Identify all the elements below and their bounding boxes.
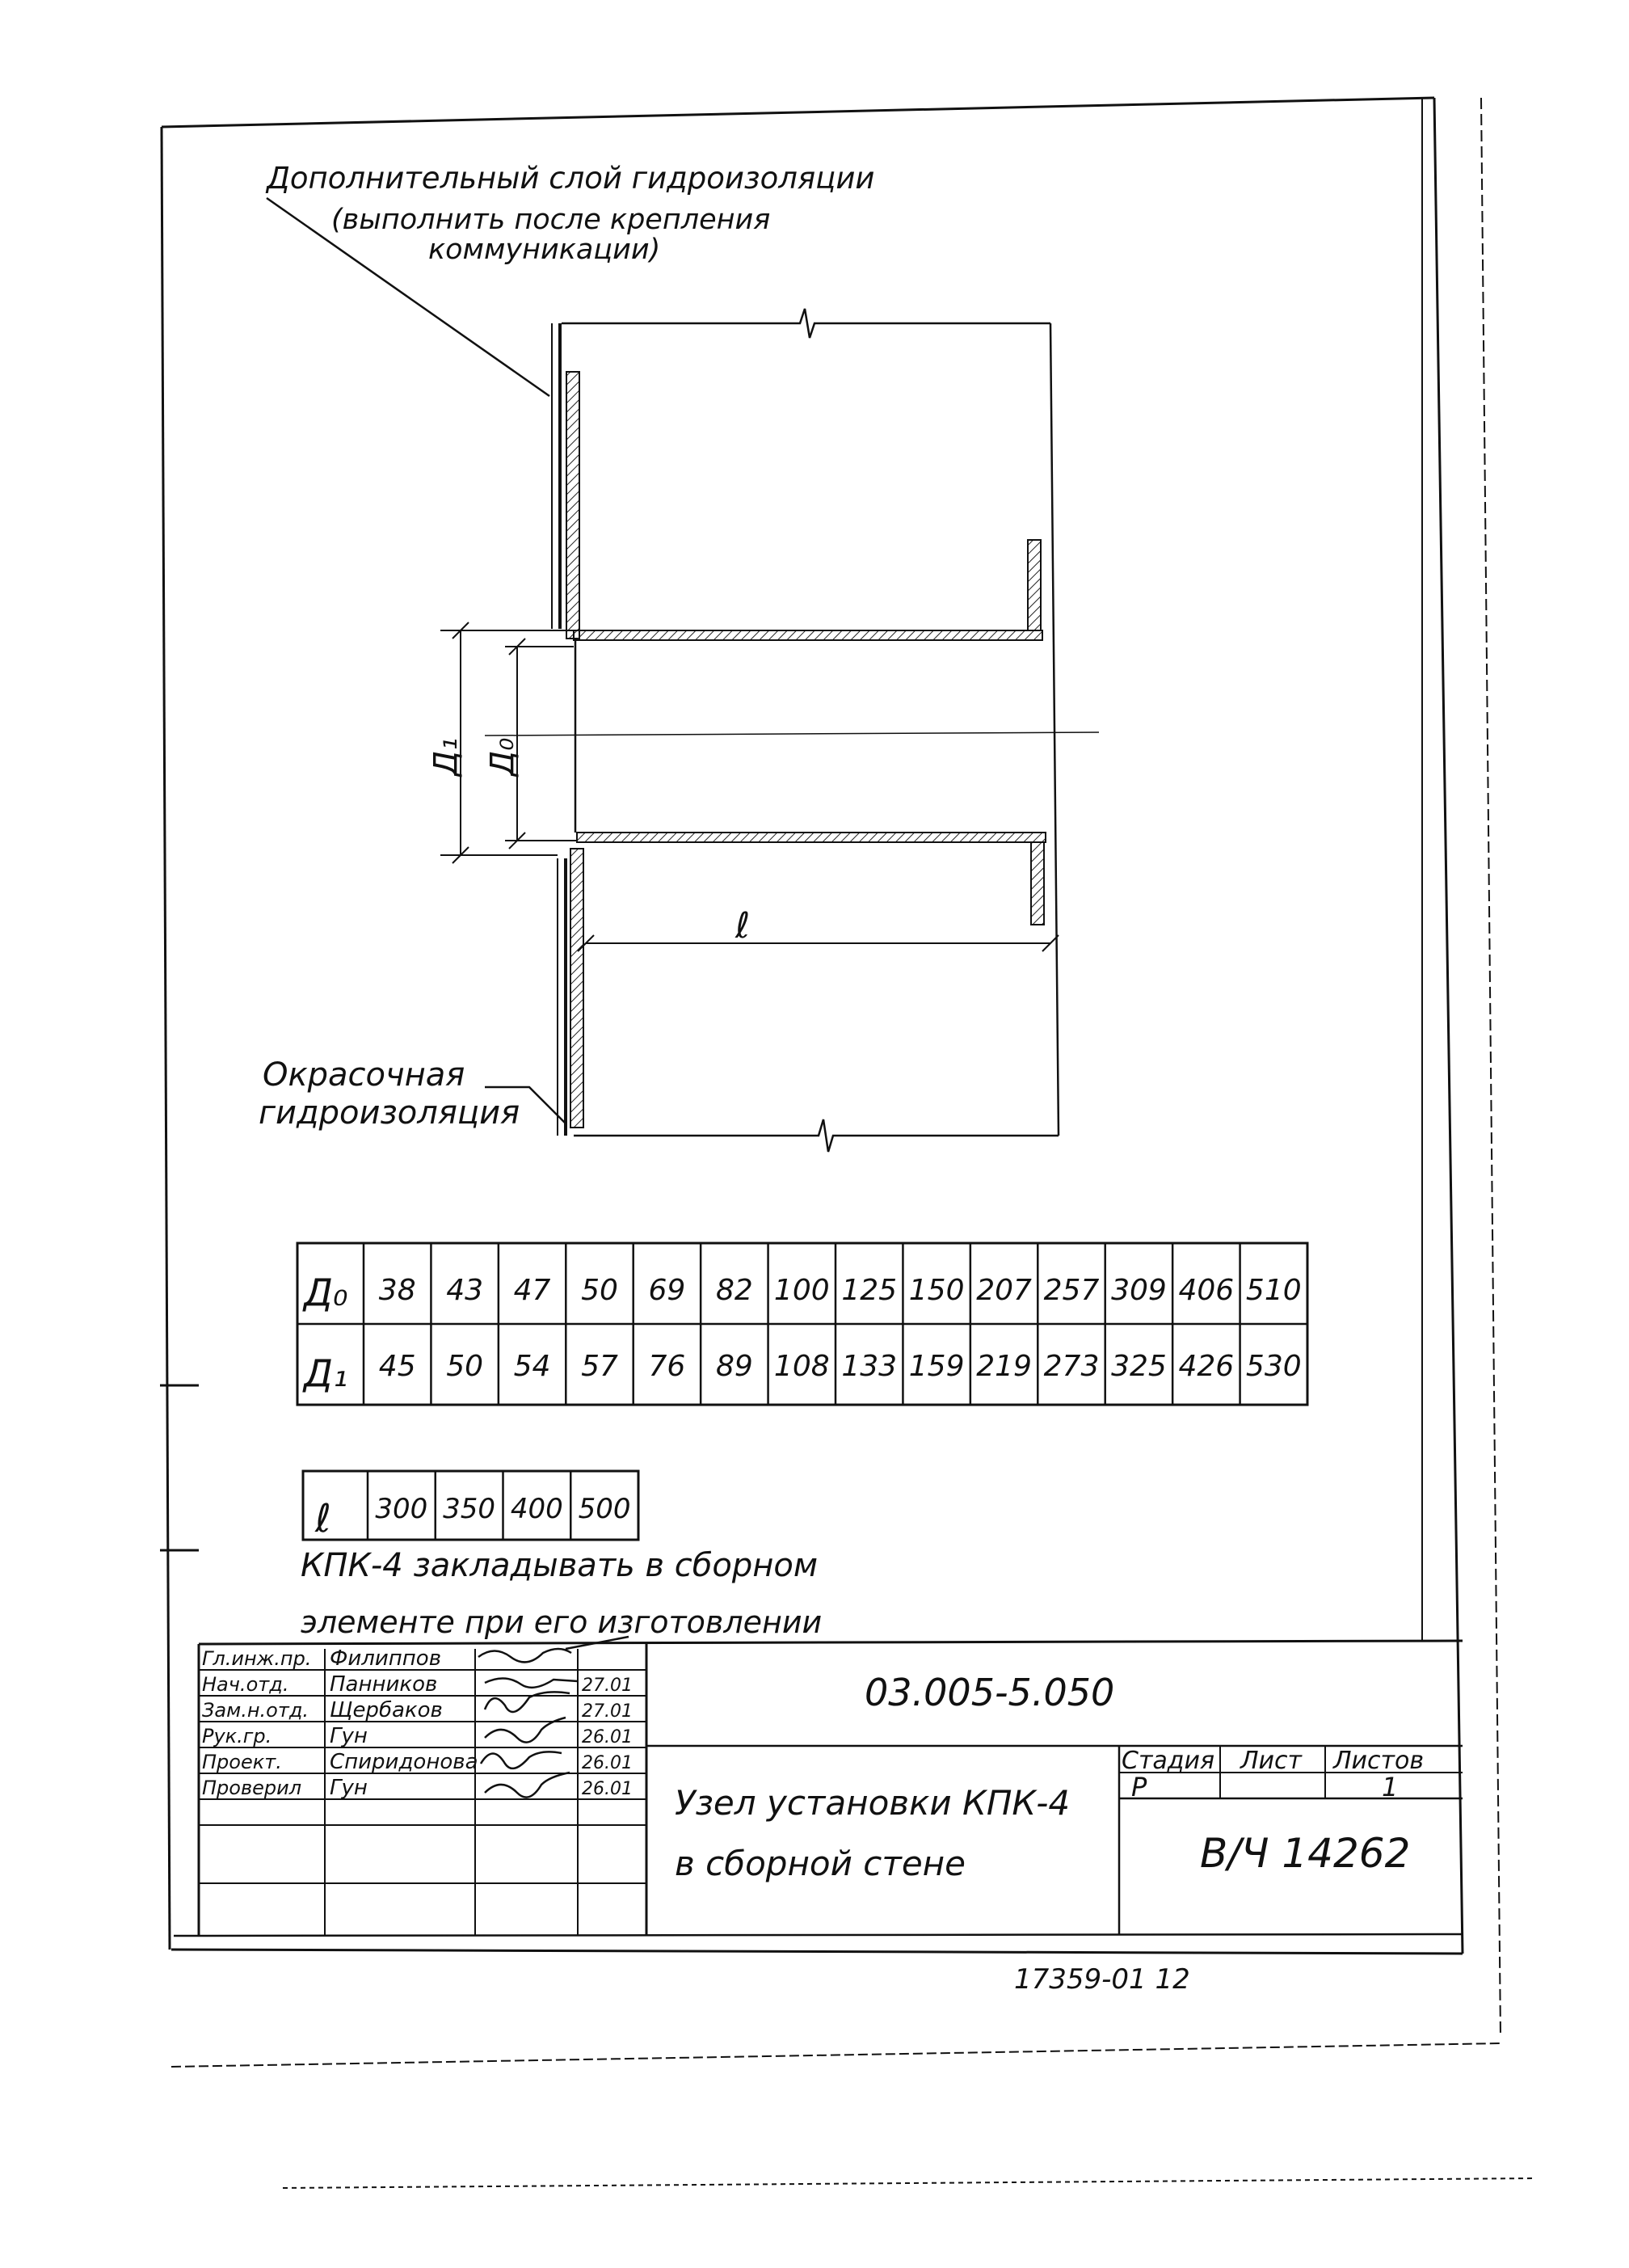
diameter-table-d1-cell: 530 <box>1245 1350 1302 1383</box>
break-line-top <box>562 309 1050 338</box>
document-code: 03.005-5.050 <box>865 1671 1115 1714</box>
wall-hatch-upper <box>566 372 579 639</box>
diameter-table-d1-cell: 219 <box>976 1350 1032 1383</box>
break-line-bottom <box>574 1119 1059 1152</box>
dimension-d0-label: Д₀ <box>484 737 521 776</box>
title-line1: Узел установки КПК-4 <box>675 1783 1071 1823</box>
title-line2: в сборной стене <box>675 1844 966 1883</box>
length-table-cell: 300 <box>375 1493 428 1525</box>
stage-header: Стадия <box>1122 1747 1215 1775</box>
length-table-cell: 500 <box>578 1493 631 1525</box>
signature-date: 26.01 <box>582 1727 633 1747</box>
length-table-label: ℓ <box>315 1496 331 1541</box>
signature-name: Щербаков <box>330 1698 443 1722</box>
signature-name: Филиппов <box>330 1646 442 1671</box>
wall-hatch-lower <box>570 849 583 1128</box>
diameter-table-d1-cell: 133 <box>841 1350 898 1383</box>
stage-value: Р <box>1131 1772 1147 1802</box>
diameter-table-d0-label: Д₀ <box>304 1271 348 1314</box>
pipe-wall-bottom <box>577 833 1046 842</box>
diameter-table-d0-cell: 207 <box>976 1274 1032 1307</box>
annotation-paint-waterproofing <box>259 1056 566 1132</box>
signature-role: Проект. <box>202 1751 282 1773</box>
diameter-table-d0-cell: 125 <box>841 1274 898 1307</box>
pipe-wall-top <box>574 630 1042 640</box>
wall-section-drawing <box>485 309 1099 1152</box>
diameter-table-d1-label: Д₁ <box>304 1351 348 1395</box>
flange-bottom <box>1031 842 1044 925</box>
length-table-cell: 400 <box>510 1493 563 1525</box>
annotation-extra-layer-line2: (выполнить после крепления <box>331 204 771 236</box>
signature-date: 27.01 <box>582 1676 633 1696</box>
sheets-header: Листов <box>1333 1747 1425 1775</box>
diameter-table <box>297 1243 1307 1405</box>
signature-date: 26.01 <box>582 1779 633 1799</box>
diameter-table-d0-cell: 50 <box>581 1274 618 1307</box>
pipe-center-line <box>485 732 1099 736</box>
signature-role: Зам.н.отд. <box>202 1699 309 1722</box>
archive-number: 17359-01 12 <box>1014 1963 1190 1996</box>
diameter-table-d1-cell: 57 <box>581 1350 618 1383</box>
diameter-table-d1-cell: 159 <box>908 1350 965 1383</box>
sheets-value: 1 <box>1382 1772 1399 1802</box>
diameter-table-d1-cell: 54 <box>513 1350 551 1383</box>
length-table <box>303 1471 638 1541</box>
signature-name: Гун <box>330 1776 368 1800</box>
diameter-table-d0-cell: 257 <box>1043 1274 1100 1307</box>
diameter-table-d0-cell: 100 <box>773 1274 830 1307</box>
annotation-extra-layer-line1: Дополнительный слой гидроизоляции <box>267 161 875 196</box>
diameter-table-d0-cell: 309 <box>1111 1274 1167 1307</box>
diameter-table-d0-cell: 38 <box>378 1274 416 1307</box>
diameter-table-d1-cell: 273 <box>1043 1350 1100 1383</box>
annotation-extra-layer <box>265 161 874 396</box>
signature-role: Гл.инж.пр. <box>202 1647 312 1670</box>
diameter-table-d1-cell: 45 <box>378 1350 416 1383</box>
sheet-header: Лист <box>1240 1747 1303 1775</box>
signature-role: Нач.отд. <box>202 1673 289 1696</box>
dimension-lines <box>440 622 1059 951</box>
length-table-cell: 350 <box>443 1493 496 1525</box>
diameter-table-d1-cell: 108 <box>773 1350 830 1383</box>
note-line2: элементе при его изготовлении <box>301 1604 823 1640</box>
diameter-table-d1-cell: 325 <box>1111 1350 1167 1383</box>
dimension-length-label: ℓ <box>735 905 751 946</box>
flange-top <box>1028 540 1041 630</box>
annotation-paint-line2: гидроизоляция <box>259 1094 520 1132</box>
diameter-table-d0-cell: 406 <box>1178 1274 1235 1307</box>
signature-name: Гун <box>330 1724 368 1748</box>
annotation-paint-line1: Окрасочная <box>263 1056 465 1094</box>
diameter-table-d0-cell: 47 <box>513 1274 551 1307</box>
diameter-table-d1-cell: 426 <box>1178 1350 1235 1383</box>
wall-right-face <box>1050 323 1059 1136</box>
signature-date: 26.01 <box>582 1753 633 1773</box>
signature-name: Панников <box>330 1672 438 1697</box>
diameter-table-d0-cell: 150 <box>908 1274 965 1307</box>
signature-role: Рук.гр. <box>202 1725 272 1747</box>
signature-role: Проверил <box>202 1777 302 1799</box>
note-line1: КПК-4 закладывать в сборном <box>301 1547 819 1584</box>
dimension-d1-label: Д₁ <box>427 737 465 776</box>
signature-name: Спиридонова <box>330 1750 478 1774</box>
organization-code: В/Ч 14262 <box>1200 1830 1411 1877</box>
diameter-table-d0-cell: 510 <box>1245 1274 1302 1307</box>
diameter-table-d1-cell: 89 <box>715 1350 753 1383</box>
diameter-table-d1-cell: 76 <box>648 1350 686 1383</box>
diameter-table-d0-cell: 43 <box>446 1274 484 1307</box>
signature-date: 27.01 <box>582 1701 633 1722</box>
annotation-extra-layer-line3: коммуникации) <box>428 234 661 266</box>
diameter-table-d0-cell: 69 <box>648 1274 686 1307</box>
diameter-table-d1-cell: 50 <box>446 1350 484 1383</box>
diameter-table-d0-cell: 82 <box>715 1274 753 1307</box>
